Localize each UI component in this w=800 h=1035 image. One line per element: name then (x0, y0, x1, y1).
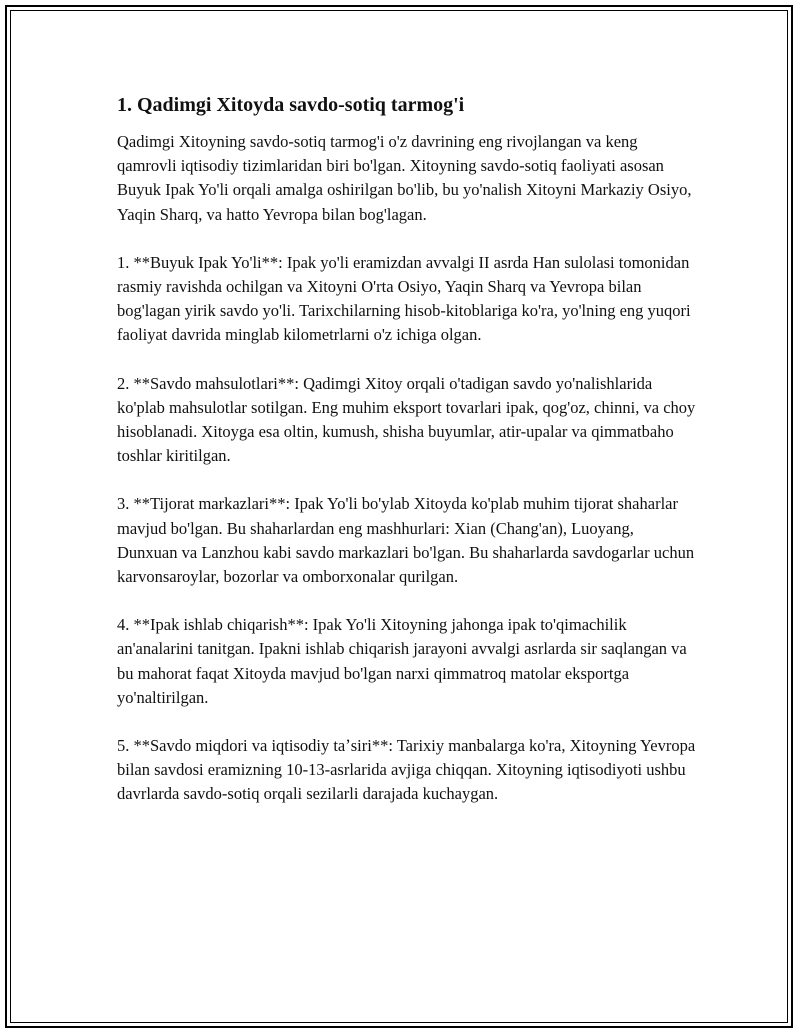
paragraph-trade-goods: 2. **Savdo mahsulotlari**: Qadimgi Xitoy orqali o'tadigan savdo yo'nalishlarida ko'plab mahsulotlar sotilgan. Eng muhim eksport tovarlari ipak, qog'oz, chinni, va choy hisoblanadi. Xitoyga esa oltin, kumush, shisha buyumlar, atir-upalar va qimmatbaho toshlar kiritilgan. (117, 373, 696, 466)
paragraph-silk-road: 1. **Buyuk Ipak Yo'li**: Ipak yo'li eramizdan avvalgi II asrda Han sulolasi tomonidan rasmiy ravishda ochilgan va Xitoyni O'rta Osiyo, Yaqin Sharq va Yevropa bilan bog'lagan yirik savdo yo'li. Tarixchilarning hisob-kitoblariga ko'ra, yo'lning eng yuqori faoliyat davrida minglab kilometrlarni o'z ichiga olgan. (117, 252, 691, 345)
section-heading: 1. Qadimgi Xitoyda savdo-sotiq tarmog'i (117, 94, 465, 116)
paragraph-trade-centers: 3. **Tijorat markazlari**: Ipak Yo'li bo'ylab Xitoyda ko'plab muhim tijorat shaharlar mavjud bo'lgan. Bu shaharlardan eng mashhurlari: Xian (Chang'an), Luoyang, Dunxuan va Lanzhou kabi savdo markazlari bo'lgan. Bu shaharlarda savdogarlar uchun karvonsaroylar, bozorlar va omborxonalar qurilgan. (117, 494, 695, 587)
paragraph-silk-production: 4. **Ipak ishlab chiqarish**: Ipak Yo'li Xitoyning jahonga ipak to'qimachilik an'analarini tanitgan. Ipakni ishlab chiqarish jarayoni avvalgi asrlarda sir saqlangan va bu mahorat faqat Xitoyda mavjud bo'lgan narxi qimmatroq matolar eksportga yo'naltirilgan. (117, 615, 687, 707)
document-body (117, 92, 697, 831)
intro-paragraph: Qadimgi Xitoyning savdo-sotiq tarmog'i o'z davrining eng rivojlangan va keng qamrovli iqtisodiy tizimlaridan biri bo'lgan. Xitoyning savdo-sotiq faoliyati asosan Buyuk Ipak Yo'li orqali amalga oshirilgan bo'lib, bu yo'nalish Xitoyni Markaziy Osiyo, Yaqin Sharq, va hatto Yevropa bilan bog'lagan. (117, 132, 692, 224)
paragraph-trade-volume: 5. **Savdo miqdori va iqtisodiy taʼsiri**: Tarixiy manbalarga ko'ra, Xitoyning Yevropa bilan savdosi eramizning 10-13-asrlarida avjiga chiqqan. Xitoyning iqtisodiyoti ushbu davrlarda savdo-sotiq orqali sezilarli darajada kuchaygan. (117, 736, 696, 804)
